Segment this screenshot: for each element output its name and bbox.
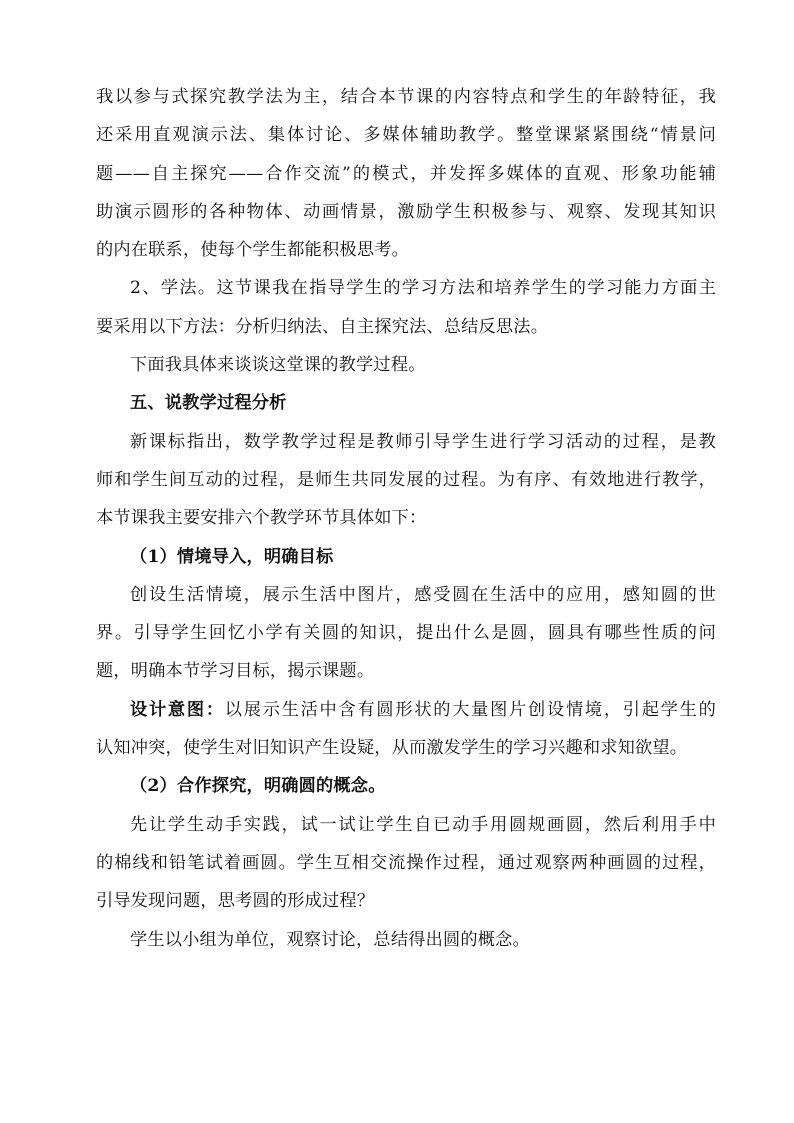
text-line: 的棉线和铅笔试着画圆。学生互相交流操作过程，通过观察两种画圆的过程， <box>96 852 716 873</box>
subsection-heading: （2）合作探究，明确圆的概念。 <box>130 776 386 797</box>
text-line: 题，明确本节学习目标，揭示课题。 <box>96 661 375 682</box>
document-page <box>96 78 716 959</box>
text-line: 2、学法。这节课我在指导学生的学习方法和培养学生的学习能力方面主 <box>130 278 716 299</box>
text-line: 创设生活情境，展示生活中图片，感受圆在生活中的应用，感知圆的世 <box>130 584 716 605</box>
paragraph-teaching-method <box>96 78 716 269</box>
text-line: 界。引导学生回忆小学有关圆的知识，提出什么是圆，圆具有哪些性质的问 <box>96 623 716 644</box>
paragraph-curriculum-standard <box>96 423 716 538</box>
text-line: 我以参与式探究教学法为主，结合本节课的内容特点和学生的年龄特征，我 <box>96 87 716 107</box>
text-line: 本节课我主要安排六个教学环节具体如下： <box>96 508 427 529</box>
design-intent-label: 设计意图： <box>130 699 225 720</box>
text-line: 新课标指出，数学教学过程是教师引导学生进行学习活动的过程，是教 <box>130 431 716 452</box>
text-line: 下面我具体来谈谈这堂课的教学过程。 <box>130 355 426 376</box>
text-line: 学生以小组为单位，观察讨论，总结得出圆的概念。 <box>130 929 530 950</box>
text-line: 引导发现问题，思考圆的形成过程？ <box>96 891 375 912</box>
paragraph-group-discussion <box>96 921 716 959</box>
section-heading: 五、说教学过程分析 <box>130 393 287 414</box>
text-line: 先让学生动手实践，试一试让学生自已动手用圆规画圆，然后利用手中 <box>130 814 716 835</box>
design-intent-text: 以展示生活中含有圆形状的大量图片创设情境，引起学生的 <box>224 699 716 720</box>
text-line: 要采用以下方法：分析归纳法、自主探究法、总结反思法。 <box>96 316 549 337</box>
text-line: 还采用直观演示法、集体讨论、多媒体辅助教学。整堂课紧紧围绕“情景问 <box>96 125 716 146</box>
text-line: 题——自主探究——合作交流”的模式，并发挥多媒体的直观、形象功能辅 <box>96 163 716 184</box>
paragraph-hands-on <box>96 806 716 921</box>
paragraph-study-method <box>96 269 716 346</box>
text-line: 的内在联系，使每个学生都能积极思考。 <box>96 240 409 261</box>
subsection-heading: （1）情境导入，明确目标 <box>130 546 334 567</box>
text-line: 助演示圆形的各种物体、动画情景，激励学生积极参与、观察、发现其知识 <box>96 201 716 222</box>
text-line <box>96 691 716 729</box>
text-line: 师和学生间互动的过程，是师生共同发展的过程。为有序、有效地进行教学， <box>96 469 716 490</box>
text-line: 认知冲突，使学生对旧知识产生设疑，从而激发学生的学习兴趣和求知欲望。 <box>96 738 688 759</box>
paragraph-design-intent <box>96 691 716 768</box>
paragraph-situation-intro <box>96 576 716 691</box>
paragraph-transition <box>96 346 716 384</box>
